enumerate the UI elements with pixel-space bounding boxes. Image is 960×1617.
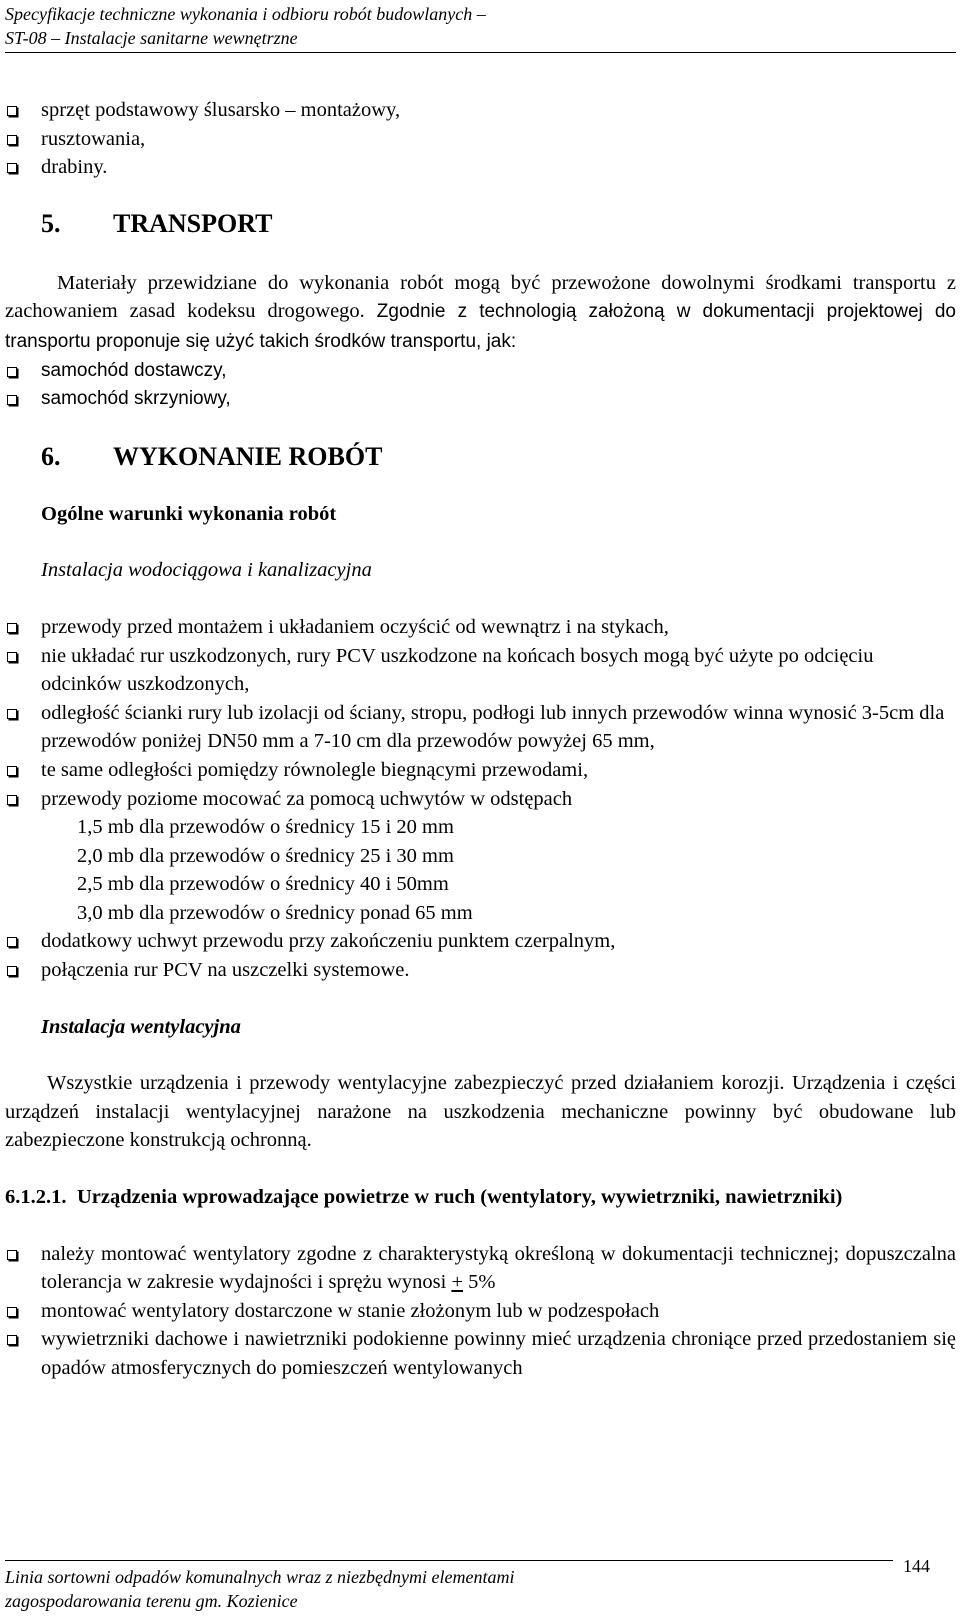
fan-item-text: należy montować wentylatory zgodne z charakterystyką określoną w dokumentacji technicznej; dopuszczalna tolerancja w zakresie wydajności i sprężu wynosi [41, 1242, 956, 1294]
subsection-heading [5, 1183, 956, 1212]
footer-divider [5, 1560, 893, 1561]
page-number: 144 [903, 1556, 930, 1576]
list-item: przewody poziome mocować za pomocą uchwytów w odstępach [5, 785, 956, 814]
section-title: WYKONANIE ROBÓT [113, 441, 383, 471]
spacing-row: 3,0 mb dla przewodów o średnicy ponad 65 mm [77, 901, 473, 924]
transport-paragraph [5, 269, 956, 357]
subsection-number: 6.1.2.1. [5, 1186, 67, 1209]
list-item: te same odległości pomiędzy równolegle biegnącymi przewodami, [5, 756, 956, 785]
list-item [5, 1240, 956, 1297]
list-item: odległość ścianki rury lub izolacji od ściany, stropu, podłogi lub innych przewodów winna wynosić 3-5cm dla przewodów poniżej DN50 mm a 7-10 cm dla przewodów powyżej 65 mm, [5, 699, 956, 756]
water-requirements-list [5, 613, 956, 813]
list-item: przewody przed montażem i układaniem oczyścić od wewnątrz i na stykach, [5, 613, 956, 642]
list-item: montować wentylatory dostarczone w stanie złożonym lub w podzespołach [5, 1297, 956, 1326]
ventilation-paragraph: Wszystkie urządzenia i przewody wentylacyjne zabezpieczyć przed działaniem korozji. Urządzenia i części urządzeń instalacji wentylacyjnej narażone na uszkodzenia mechaniczne powinny być obudowane lub zabezpieczone konstrukcją ochronną. [5, 1072, 956, 1152]
fan-item-tail: 5% [463, 1271, 496, 1294]
list-item: samochód dostawczy, [5, 357, 956, 386]
fan-requirements-list [5, 1240, 956, 1383]
equipment-list [5, 96, 956, 182]
section-5-heading [5, 208, 956, 240]
header-line-1: Specyfikacje techniczne wykonania i odbioru robót budowlanych – [5, 4, 486, 24]
section-number: 5. [41, 208, 61, 238]
spacing-row: 1,5 mb dla przewodów o średnicy 15 i 20 mm [77, 816, 454, 839]
list-item: połączenia rur PCV na uszczelki systemowe. [5, 956, 956, 985]
plus-minus-sign: + [451, 1271, 463, 1294]
ventilation-heading: Instalacja wentylacyjna [41, 1015, 241, 1038]
list-item: rusztowania, [5, 125, 956, 154]
section-number: 6. [41, 441, 61, 471]
page-footer [5, 1565, 514, 1613]
section-title: TRANSPORT [113, 208, 273, 238]
water-installation-heading: Instalacja wodociągowa i kanalizacyjna [41, 559, 372, 582]
list-item: sprzęt podstawowy ślusarsko – montażowy, [5, 96, 956, 125]
transport-text-sans: Zgodnie z technologią założoną w dokumentacji projektowej do transportu proponuje się użyć takich środków transportu, jak: [5, 301, 956, 352]
subsection-title: Urządzenia wprowadzające powietrze w ruch (wentylatory, wywietrzniki, nawietrzniki) [77, 1186, 843, 1209]
spacing-row: 2,5 mb dla przewodów o średnicy 40 i 50mm [77, 873, 449, 896]
section-6-heading [5, 441, 956, 473]
list-item: wywietrzniki dachowe i nawietrzniki podokienne powinny mieć urządzenia chroniące przed przedostaniem się opadów atmosferycznych do pomieszczeń wentylowanych [5, 1325, 956, 1382]
footer-line-1: Linia sortowni odpadów komunalnych wraz z niezbędnymi elementami [5, 1567, 515, 1587]
general-conditions-heading: Ogólne warunki wykonania robót [41, 502, 337, 525]
list-item: dodatkowy uchwyt przewodu przy zakończeniu punktem czerpalnym, [5, 927, 956, 956]
list-item: nie układać rur uszkodzonych, rury PCV uszkodzone na końcach bosych mogą być użyte po odcięciu odcinków uszkodzonych, [5, 642, 956, 699]
transport-text-serif: Materiały przewidziane do wykonania robót mogą być przewożone dowolnymi środkami transportu z zachowaniem zasad kodeksu drogowego. [5, 271, 956, 323]
footer-line-2: zagospodarowania terenu gm. Kozienice [5, 1591, 298, 1611]
spacing-row: 2,0 mb dla przewodów o średnicy 25 i 30 mm [77, 844, 454, 867]
spacing-list [5, 813, 956, 927]
vehicle-list [5, 357, 956, 414]
list-item: samochód skrzyniowy, [5, 385, 956, 414]
page-content [5, 96, 956, 1383]
header-line-2: ST-08 – Instalacje sanitarne wewnętrzne [5, 28, 298, 48]
header-divider [5, 52, 956, 53]
list-item: drabiny. [5, 153, 956, 182]
water-requirements-list-2 [5, 927, 956, 984]
page-header [5, 2, 486, 50]
